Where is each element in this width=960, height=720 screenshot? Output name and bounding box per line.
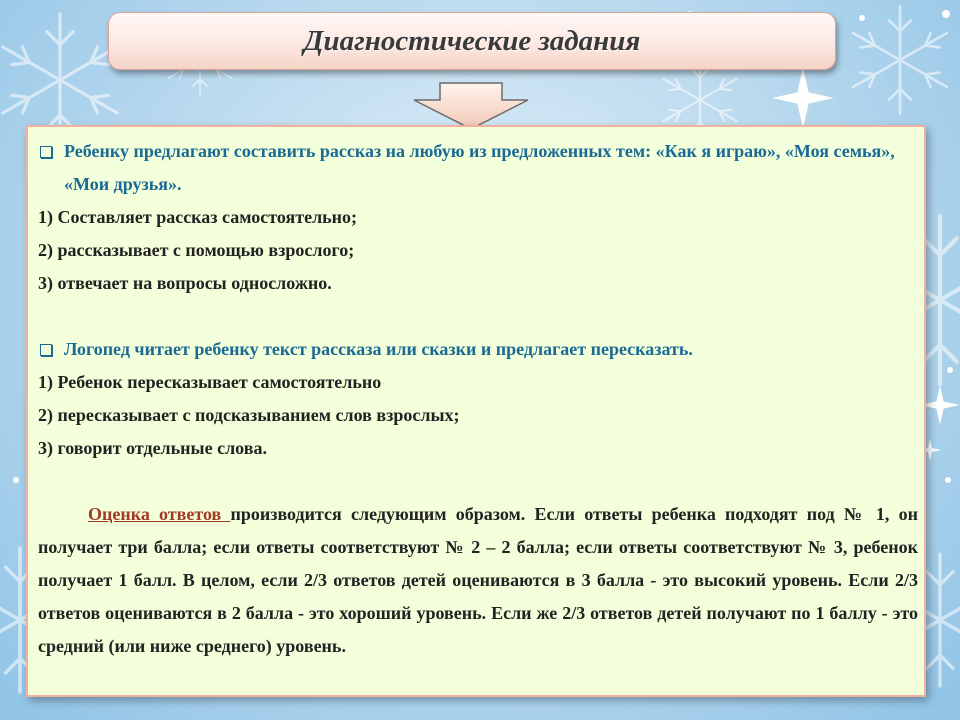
section2-item: 1) Ребенок пересказывает самостоятельно bbox=[38, 372, 382, 392]
evaluation-text: производится следующим образом. Если ответы ребенка подходят под № 1, он получает три балла; если ответы соответствуют № 2 – 2 балла; если ответы соответствуют № 3, ребенок получает 1 балл. В целом, если 2/3 ответов детей оцениваются в 3 балла - это высокий уровень. Если 2/3 ответов оцениваются в 2 балла - это хороший уровень. Если же 2/3 ответов детей получают по 1 баллу - это средний (или ниже среднего) уровень. bbox=[38, 504, 918, 656]
section1-item: 3) отвечает на вопросы односложно. bbox=[38, 273, 332, 293]
section2-intro: Логопед читает ребенку текст рассказа или сказки и предлагает пересказать. bbox=[38, 333, 918, 366]
checkbox-bullet-icon bbox=[38, 135, 64, 168]
section2-item: 3) говорит отдельные слова. bbox=[38, 438, 267, 458]
section2-item: 2) пересказывает с подсказыванием слов взрослых; bbox=[38, 405, 460, 425]
section1-item: 1) Составляет рассказ самостоятельно; bbox=[38, 207, 358, 227]
snowflake-icon bbox=[853, 6, 947, 114]
sparkle-icon bbox=[772, 67, 834, 129]
checkbox-bullet-icon bbox=[38, 333, 64, 366]
down-arrow-icon bbox=[412, 82, 530, 130]
section1-intro: Ребенку предлагают составить рассказ на любую из предложенных тем: «Как я играю», «Моя семья», «Мои друзья». bbox=[38, 135, 918, 201]
evaluation-label: Оценка ответов bbox=[88, 504, 231, 524]
evaluation-paragraph bbox=[38, 498, 918, 663]
section1-item: 2) рассказывает с помощью взрослого; bbox=[38, 240, 355, 260]
page-title: Диагностические задания bbox=[303, 24, 641, 57]
title-banner bbox=[108, 12, 836, 70]
content-panel bbox=[26, 125, 926, 697]
sparkle-icon bbox=[920, 385, 960, 425]
